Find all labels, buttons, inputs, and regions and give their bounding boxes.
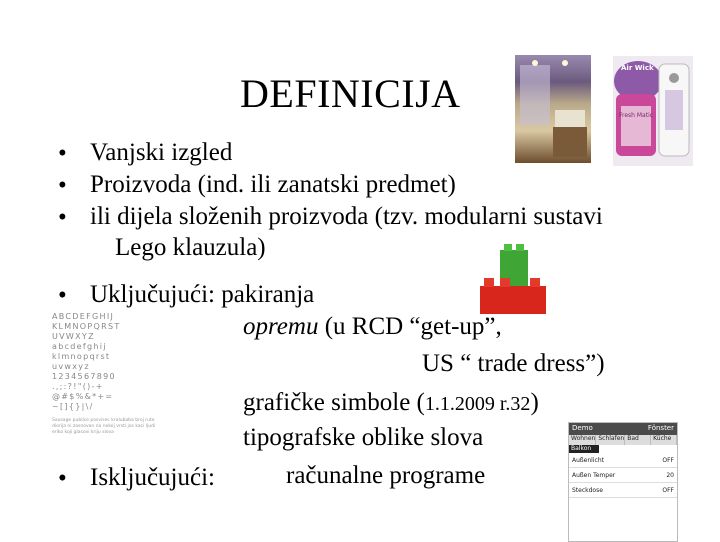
phone-row [569, 483, 677, 498]
phone-row [569, 468, 677, 483]
graficke-close: ) [530, 389, 539, 416]
font-sample-line: .,;:?!"()-+ [52, 382, 104, 391]
font-sample-paragraph: Sausage pubilce posvisec kralubaba broj rute diorija ni zasnovan na nekoj vrsti jos kaci ljudi eriko koji glasovi kriju slova [52, 418, 156, 435]
bullet-slozeni-proizvodi-line2: Lego klauzula) [115, 234, 266, 261]
air-label-text: Fresh Matic [619, 112, 654, 119]
font-sample-line: UVWXYZ [52, 332, 95, 341]
phone-ui-image [568, 422, 678, 542]
font-sample-line: 1234567890 [52, 372, 116, 381]
font-sample-line: uvwxyz [52, 362, 90, 371]
phone-row-value: OFF [662, 456, 674, 464]
phone-tab: Wohnen [569, 435, 596, 445]
graficke-text: grafičke simbole ( [243, 389, 425, 416]
font-sample-line: abcdefghij [52, 342, 107, 351]
bullet-proizvoda: Proizvoda (ind. ili zanatski predmet) [90, 171, 456, 198]
phone-tab: Schlafen [596, 435, 625, 445]
lego-bricks-image [478, 240, 558, 320]
bathroom-image [515, 55, 591, 163]
bullet-vanjski-izgled: Vanjski izgled [90, 139, 233, 166]
oprema-italic: opremu [243, 313, 319, 340]
phone-tab: Bad [625, 435, 651, 445]
phone-row [569, 453, 677, 468]
bullet-ukljucujuci: Uključujući: pakiranja [90, 281, 315, 308]
air-brand-text: Air Wick [621, 64, 654, 72]
font-sample-line: klmnopqrst [52, 352, 111, 361]
item-graficke-simbole [243, 389, 539, 417]
phone-tabs [569, 435, 677, 445]
air-freshener-image [613, 56, 693, 166]
phone-menu: Fönster [647, 424, 674, 432]
phone-row-label: Außen Temper [572, 471, 616, 479]
bullet-marker: • [58, 140, 67, 167]
phone-app-name: Demo [572, 424, 593, 432]
font-sample-line: ~[]{}|\/ [52, 402, 94, 411]
item-us-trade-dress: US “ trade dress”) [422, 350, 605, 377]
phone-row-value: OFF [662, 486, 674, 494]
phone-row-label: Steckdose [572, 486, 603, 494]
bullet-marker: • [58, 282, 67, 309]
phone-row-label: Außenlicht [572, 456, 604, 464]
phone-row-value: 20 [666, 471, 674, 479]
font-sample-line: @#$%&*+= [52, 392, 114, 401]
phone-topbar [569, 423, 677, 435]
bullet-marker: • [58, 465, 67, 492]
slide-title: DEFINICIJA [240, 71, 461, 116]
bullet-marker: • [58, 204, 67, 231]
oprema-rest: (u RCD “get-up”, [318, 313, 502, 340]
bullet-marker: • [58, 172, 67, 199]
bullet-slozeni-proizvodi: ili dijela složenih proizvoda (tzv. modularni sustavi [90, 203, 603, 230]
item-oprema [243, 313, 502, 341]
font-sample-line: ABCDEFGHIJ [52, 312, 115, 321]
font-sample-image [52, 312, 162, 462]
font-sample-line: KLMNOPQRST [52, 322, 121, 331]
phone-tab: Küche [651, 435, 677, 445]
item-racunalne-programe: računalne programe [286, 462, 486, 489]
item-tipografske-oblike: tipografske oblike slova [243, 424, 484, 451]
graficke-ref: 1.1.2009 r.32 [424, 393, 531, 415]
label-iskljucujuci: Isključujući: [90, 464, 215, 491]
phone-section: Balkon [569, 445, 599, 453]
